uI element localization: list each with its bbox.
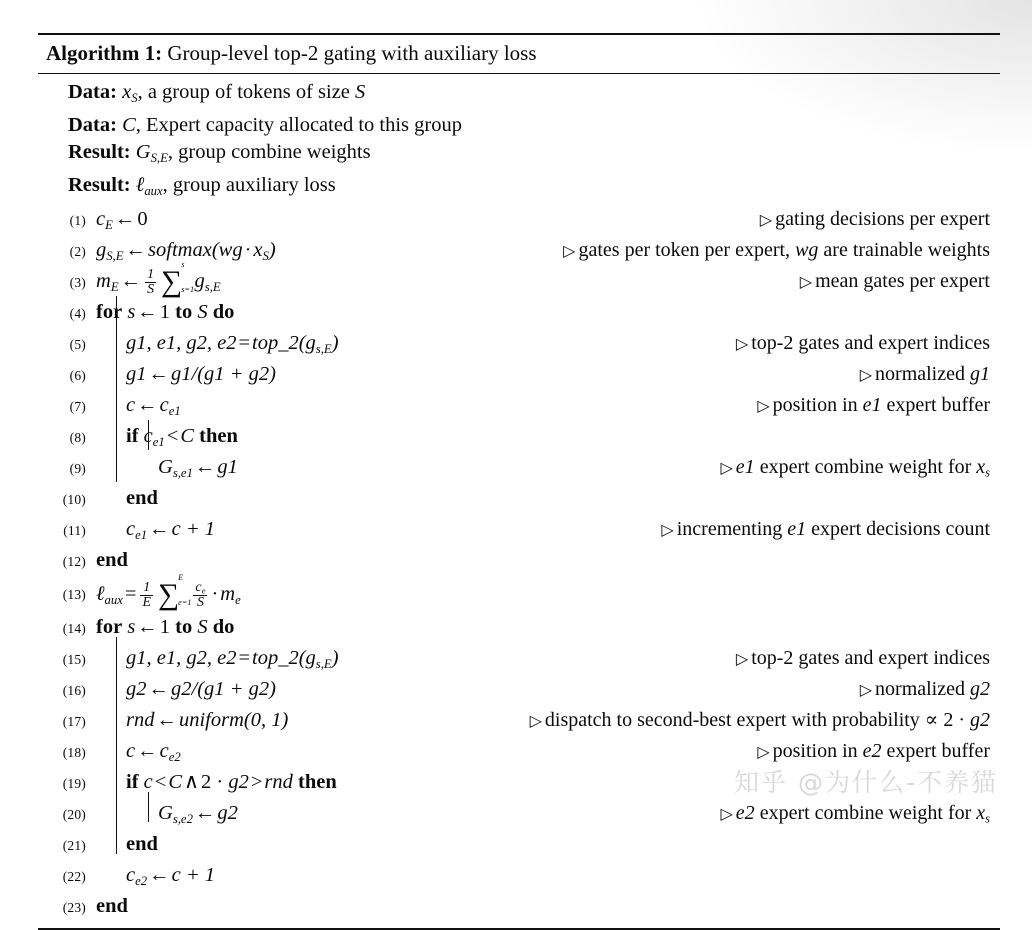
- code-line: [38, 297, 1000, 328]
- comment-marker-icon: ▷: [661, 522, 674, 540]
- data-variable-x-subscript: S: [131, 90, 138, 105]
- line-comment: [860, 359, 990, 391]
- line-number: (8): [69, 430, 86, 446]
- assign-arrow: ←: [194, 802, 216, 825]
- loop-var-s: s: [127, 616, 136, 639]
- assign-arrow: ←: [137, 394, 158, 417]
- keyword-to: to: [175, 616, 193, 639]
- keyword-end: end: [126, 487, 158, 510]
- var-C: C: [168, 771, 183, 794]
- comment-subscript-s: s: [985, 812, 990, 827]
- data-variable-C: C: [122, 113, 136, 136]
- result-variable-ell-subscript: aux: [144, 183, 163, 198]
- result-keyword: Result:: [68, 140, 131, 163]
- algorithm-body: [38, 74, 1000, 928]
- line-comment: [661, 514, 990, 546]
- greater-than-operator: >: [250, 771, 263, 794]
- code-line: [38, 612, 1000, 643]
- summation-upper-limit: s: [181, 259, 185, 269]
- code-line: [38, 204, 1000, 235]
- line-code: [126, 674, 276, 705]
- tuple-lhs: g1, e1, g2, e2: [126, 647, 237, 670]
- line-number: (6): [69, 368, 86, 384]
- code-line: [38, 359, 1000, 390]
- comment-marker-icon: ▷: [759, 212, 773, 230]
- expr-normalize-g1: g1/(g1 + g2): [171, 363, 276, 386]
- result-variable-G-subscript: S,E: [150, 150, 168, 165]
- subscript-sE: s,E: [315, 657, 332, 672]
- assign-arrow: ←: [148, 363, 169, 386]
- assign-arrow: ←: [120, 270, 142, 293]
- var-C: C: [180, 425, 195, 448]
- dot-operator: ·: [211, 583, 219, 606]
- code-line: [38, 328, 1000, 359]
- comment-marker-icon: ▷: [720, 460, 733, 478]
- code-line: [38, 705, 1000, 736]
- var-g: g: [305, 647, 316, 670]
- code-lines-container: [38, 204, 1000, 922]
- result-line-combine-weights-text: , group combine weights: [167, 140, 371, 163]
- code-line: [38, 259, 1000, 298]
- var-x: x: [253, 239, 263, 262]
- keyword-end: end: [96, 549, 128, 572]
- var-G: G: [158, 802, 173, 825]
- result-line-combine-weights: [38, 139, 1000, 172]
- var-c: c: [126, 740, 136, 763]
- line-code: [96, 297, 234, 328]
- less-than-operator: <: [154, 771, 167, 794]
- comment-text: top-2 gates and expert indices: [751, 647, 990, 670]
- line-number: (7): [69, 399, 86, 415]
- result-variable-G: G: [135, 140, 151, 163]
- summation-limits: [178, 572, 192, 607]
- comment-marker-icon: ▷: [529, 713, 542, 731]
- comment-text-tail: expert buffer: [881, 394, 990, 417]
- keyword-do: do: [212, 616, 235, 639]
- line-number: (20): [62, 807, 86, 823]
- var-g: g: [96, 239, 107, 262]
- code-line: [38, 545, 1000, 576]
- var-G: G: [158, 456, 173, 479]
- equals-sign: =: [238, 332, 251, 355]
- line-comment: [563, 235, 990, 267]
- comment-text: dispatch to second-best expert with probability ∝ 2 ·: [544, 709, 970, 732]
- comment-var-g2: g2: [970, 709, 990, 732]
- result-line-aux-loss: [38, 172, 1000, 205]
- code-line: [38, 829, 1000, 860]
- comment-marker-icon: ▷: [799, 274, 813, 292]
- summation-sign: ∑: [161, 266, 183, 298]
- subscript-e2: e2: [135, 874, 148, 889]
- line-code: [126, 767, 337, 798]
- loop-start: 1: [159, 301, 171, 324]
- line-number: (11): [63, 523, 86, 539]
- line-number: (10): [62, 492, 86, 508]
- expr-c-plus-1: c + 1: [171, 864, 216, 887]
- fraction-numerator: 1: [147, 266, 155, 282]
- comment-var-e1: e1: [862, 394, 882, 417]
- comment-text: gates per token per expert,: [578, 239, 796, 262]
- zhihu-watermark: 知乎 @为什么-不养猫: [734, 768, 998, 797]
- assign-arrow: ←: [194, 456, 216, 479]
- comment-text: normalized: [875, 678, 970, 701]
- subscript-S: S: [262, 249, 269, 264]
- literal-two-times: 2 ·: [201, 771, 224, 794]
- keyword-if: if: [126, 771, 139, 794]
- line-code: [96, 891, 128, 922]
- var-g: g: [305, 332, 316, 355]
- line-number: (12): [62, 554, 86, 570]
- dot-operator: ·: [244, 239, 252, 262]
- keyword-do: do: [212, 301, 235, 324]
- comment-text-mid: expert combine weight for: [754, 802, 977, 825]
- line-comment: [736, 328, 990, 360]
- assign-arrow: ←: [125, 239, 147, 262]
- subscript-SE: S,E: [106, 249, 124, 264]
- comment-var-g1: g1: [970, 363, 990, 386]
- comment-marker-icon: ▷: [757, 744, 770, 762]
- code-line: [38, 891, 1000, 922]
- subscript-s-e2: s,e2: [172, 812, 193, 827]
- line-code: [126, 829, 158, 860]
- assign-arrow: ←: [137, 301, 158, 324]
- line-number: (22): [62, 869, 86, 885]
- var-ell: ℓ: [96, 583, 105, 606]
- keyword-then: then: [298, 771, 337, 794]
- data-size-S: S: [355, 81, 366, 103]
- comment-var-x: x: [976, 802, 986, 825]
- assign-arrow: ←: [149, 864, 170, 887]
- less-than-operator: <: [166, 425, 179, 448]
- data-line-capacity: [38, 112, 1000, 139]
- line-comment: [860, 674, 990, 706]
- subscript-E: E: [105, 218, 113, 233]
- line-code: [96, 612, 234, 643]
- result-line-aux-loss-text: , group auxiliary loss: [162, 173, 336, 196]
- line-number: (14): [62, 621, 86, 637]
- comment-var-e1: e1: [735, 456, 755, 479]
- line-comment: [757, 390, 990, 422]
- var-c: c: [143, 771, 153, 794]
- var-c: c: [96, 208, 106, 231]
- line-code: [126, 705, 288, 736]
- subscript-sE: s,E: [204, 280, 221, 295]
- logical-and-operator: ∧: [184, 771, 200, 794]
- code-line: [38, 390, 1000, 421]
- code-line: [38, 674, 1000, 705]
- code-line: [38, 421, 1000, 452]
- fn-uniform: uniform: [178, 709, 244, 732]
- var-c: c: [159, 394, 169, 417]
- fraction-one-over-E: [140, 581, 153, 611]
- line-code: g1, e1, g2, $e2=top\_2(g_{s,E})$: [126, 647, 339, 672]
- keyword-for: for: [96, 301, 123, 324]
- var-g2: g2: [126, 678, 147, 701]
- comment-text-tail: expert decisions count: [806, 518, 990, 541]
- summation-sign: ∑: [157, 579, 180, 611]
- data-keyword: Data:: [68, 113, 117, 136]
- line-number: (21): [62, 838, 86, 854]
- line-number: (5): [69, 337, 86, 353]
- subscript-e2: e2: [168, 750, 181, 765]
- comment-var-e1: e1: [787, 518, 807, 541]
- result-variable-ell: ℓ: [135, 173, 145, 196]
- line-comment: [736, 643, 990, 675]
- comment-text: mean gates per expert: [815, 270, 990, 293]
- comment-text: incrementing: [676, 518, 788, 541]
- expr-normalize-g2: g2/(g1 + g2): [171, 678, 276, 701]
- line-code: [96, 545, 128, 576]
- line-code: $g_{S,E}\leftarrow softmax(wg\cdot x_S)$: [96, 239, 276, 264]
- line-number: (19): [62, 776, 86, 792]
- comment-text-tail: are trainable weights: [818, 239, 990, 262]
- fraction-numerator: $c_e$: [195, 579, 206, 596]
- keyword-end: end: [126, 833, 158, 856]
- loop-bound-S: S: [197, 301, 208, 324]
- code-line: [38, 860, 1000, 891]
- expr-c-plus-1: c + 1: [171, 518, 216, 541]
- line-number: (17): [62, 714, 86, 730]
- var-c: c: [126, 518, 136, 541]
- subscript-e1: e1: [152, 435, 165, 450]
- var-c: c: [126, 864, 136, 887]
- summation-upper-limit: E: [178, 572, 184, 582]
- line-number: (4): [69, 306, 86, 322]
- fraction-denominator: S: [147, 282, 155, 298]
- result-keyword: Result:: [68, 173, 131, 196]
- subscript-e1: e1: [168, 404, 181, 419]
- summation-lower-limit: s=1: [181, 284, 195, 294]
- line-number: (2): [69, 244, 86, 260]
- var-m: m: [220, 583, 236, 606]
- assign-arrow: ←: [156, 709, 177, 732]
- comment-subscript-s: s: [985, 466, 990, 481]
- comment-var-g2: g2: [970, 678, 990, 701]
- value-g2: g2: [217, 802, 238, 825]
- subscript-e1: e1: [135, 528, 148, 543]
- data-line-capacity-text: , Expert capacity allocated to this group: [135, 113, 462, 136]
- var-c: c: [143, 425, 153, 448]
- code-line: [38, 798, 1000, 829]
- keyword-end: end: [96, 895, 128, 918]
- comment-marker-icon: ▷: [720, 806, 733, 824]
- line-number: (9): [69, 461, 86, 477]
- keyword-for: for: [96, 616, 123, 639]
- comment-marker-icon: ▷: [563, 243, 576, 261]
- keyword-to: to: [175, 301, 193, 324]
- data-keyword: Data:: [68, 81, 117, 103]
- var-g: g: [194, 270, 205, 293]
- tuple-lhs: g1, e1, g2, e2: [126, 332, 237, 355]
- fraction-denominator: S: [193, 595, 207, 610]
- line-code: [126, 483, 158, 514]
- line-number: (3): [69, 275, 86, 291]
- data-line-tokens: [38, 79, 1000, 112]
- line-number: (23): [62, 900, 86, 916]
- line-number: (13): [62, 587, 86, 603]
- comment-var-e2: e2: [862, 740, 882, 763]
- var-wg: wg: [218, 239, 243, 262]
- var-rnd: rnd: [264, 771, 293, 794]
- comment-marker-icon: ▷: [735, 651, 749, 669]
- assign-arrow: ←: [137, 616, 158, 639]
- comment-text: top-2 gates and expert indices: [751, 332, 990, 355]
- line-number: (16): [62, 683, 86, 699]
- var-rnd: rnd: [126, 709, 155, 732]
- code-line: [38, 483, 1000, 514]
- assign-arrow: ←: [148, 678, 169, 701]
- line-code: [126, 359, 276, 390]
- algorithm-caption-label: Algorithm 1:: [46, 41, 163, 65]
- algorithm-caption-title: Group-level top-2 gating with auxiliary loss: [167, 41, 537, 65]
- comment-marker-icon: ▷: [735, 336, 749, 354]
- comment-text-mid: expert combine weight for: [754, 456, 977, 479]
- loop-bound-S: S: [197, 616, 208, 639]
- fn-softmax: softmax: [148, 239, 212, 262]
- line-comment: [530, 705, 990, 737]
- fraction-denominator: E: [142, 595, 151, 611]
- keyword-if: if: [126, 425, 139, 448]
- comment-var-e2: e2: [735, 802, 755, 825]
- subscript-aux: aux: [104, 593, 123, 608]
- subscript-sE: s,E: [315, 342, 332, 357]
- equals-sign: =: [238, 647, 251, 670]
- loop-var-s: s: [127, 301, 136, 324]
- assign-arrow: ←: [149, 518, 170, 541]
- line-comment: [800, 266, 990, 298]
- line-comment: [760, 204, 990, 236]
- fraction-numerator: 1: [143, 579, 151, 595]
- code-line: [38, 452, 1000, 483]
- var-m: m: [96, 270, 111, 293]
- data-variable-x: x: [122, 81, 132, 103]
- line-code: g1, e1, g2, $e2=top\_2(g_{s,E})$: [126, 332, 339, 357]
- var-c: c: [159, 740, 169, 763]
- comment-text: position in: [772, 740, 863, 763]
- value-zero: 0: [137, 208, 148, 231]
- equals-sign: =: [124, 583, 137, 606]
- line-number: (18): [62, 745, 86, 761]
- summation-lower-limit: e=1: [178, 597, 192, 607]
- comment-text-tail: expert buffer: [881, 740, 990, 763]
- data-line-tokens-text: , a group of tokens of size: [137, 81, 356, 103]
- comment-var-wg: wg: [795, 239, 819, 262]
- loop-start: 1: [159, 616, 171, 639]
- keyword-then: then: [199, 425, 238, 448]
- fraction-one-over-S: [145, 268, 156, 298]
- comment-marker-icon: ▷: [859, 682, 873, 700]
- var-g1: g1: [126, 363, 147, 386]
- line-number: (15): [62, 652, 86, 668]
- var-c: c: [126, 394, 136, 417]
- code-line: [38, 572, 1000, 612]
- comment-marker-icon: ▷: [859, 367, 873, 385]
- subscript-e: e: [235, 593, 241, 608]
- subscript-E: E: [110, 280, 119, 295]
- subscript-s-e1: s,e1: [172, 466, 193, 481]
- comment-marker-icon: ▷: [757, 398, 770, 416]
- code-line: [38, 643, 1000, 674]
- fn-top2: top_2: [252, 332, 299, 355]
- comment-text: normalized: [875, 363, 970, 386]
- value-g1: g1: [217, 456, 238, 479]
- assign-arrow: ←: [114, 208, 136, 231]
- fn-uniform-args: (0, 1): [243, 709, 289, 732]
- comment-text: gating decisions per expert: [775, 208, 990, 231]
- fraction-ce-over-S: [193, 581, 207, 611]
- summation-limits: [181, 259, 195, 294]
- comment-text: position in: [772, 394, 863, 417]
- fn-top2: top_2: [252, 647, 299, 670]
- algorithm-caption: [38, 35, 1000, 73]
- var-g2: g2: [228, 771, 249, 794]
- code-line: [38, 514, 1000, 545]
- comment-var-x: x: [976, 456, 986, 479]
- assign-arrow: ←: [137, 740, 158, 763]
- line-number: (1): [69, 213, 86, 229]
